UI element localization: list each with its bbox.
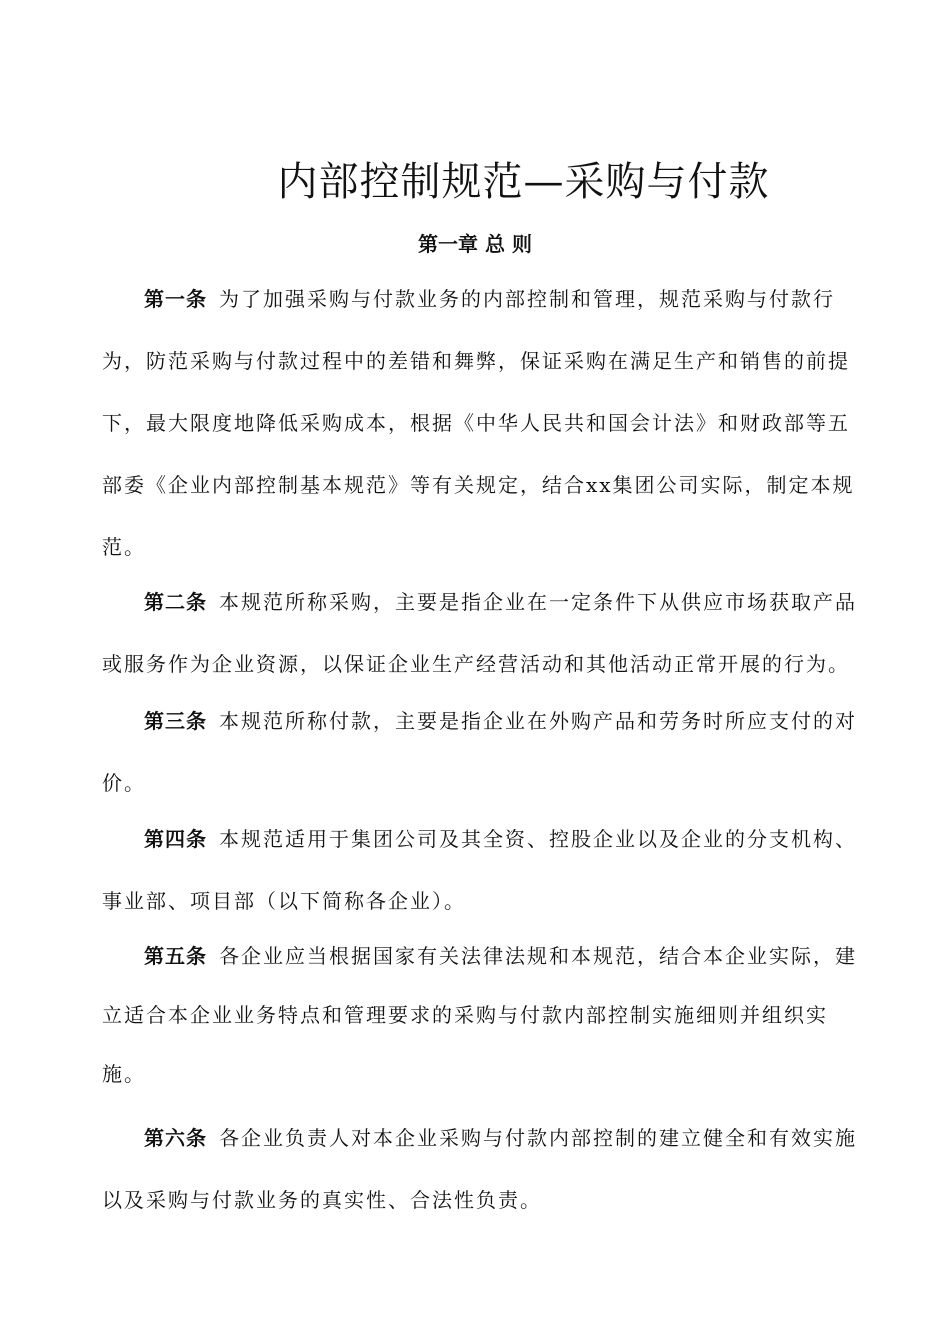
article-text: 本规范所称付款，主要是指企业在外购产品和劳务时所应支付的对价。 [102, 709, 857, 795]
article-5 [102, 927, 862, 1104]
article-3 [102, 690, 862, 814]
article-number: 第一条 [144, 287, 207, 311]
article-text: 本规范所称采购，主要是指企业在一定条件下从供应市场获取产品或服务作为企业资源，以保证企业生产经营活动和其他活动正常开展的行为。 [102, 590, 857, 676]
article-text: 本规范适用于集团公司及其全资、控股企业以及企业的分支机构、事业部、项目部（以下简称各企业）。 [102, 827, 857, 913]
article-number: 第四条 [144, 827, 207, 851]
article-text: 为了加强采购与付款业务的内部控制和管理，规范采购与付款行为，防范采购与付款过程中的差错和舞弊，保证采购在满足生产和销售的前提下，最大限度地降低采购成本，根据《中华人民共和国会计法》和财政部等五部委《企业内部控制基本规范》等有关规定，结合xx集团公司实际，制定本规范。 [102, 287, 855, 559]
article-number: 第五条 [144, 944, 207, 968]
article-6 [102, 1107, 862, 1231]
article-1 [102, 268, 862, 578]
chapter-heading: 第一章 总 则 [418, 232, 532, 256]
article-text: 各企业应当根据国家有关法律法规和本规范，结合本企业实际，建立适合本企业业务特点和管理要求的采购与付款内部控制实施细则并组织实施。 [102, 944, 857, 1086]
article-2 [102, 571, 862, 695]
article-number: 第二条 [144, 590, 207, 614]
article-number: 第六条 [144, 1126, 207, 1150]
article-4 [102, 808, 862, 932]
article-text: 各企业负责人对本企业采购与付款内部控制的建立健全和有效实施以及采购与付款业务的真实性、合法性负责。 [102, 1126, 857, 1212]
document-title: 内部控制规范—采购与付款 [277, 159, 770, 205]
article-number: 第三条 [144, 709, 207, 733]
